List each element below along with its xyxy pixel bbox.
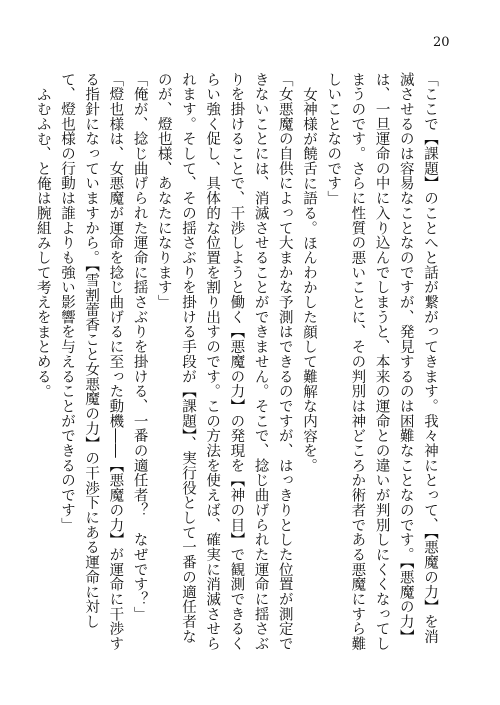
paragraph-narration-1: 女神様が饒舌に語る。ほんわかした顔して難解な内容を。 [300,86,317,473]
page-number: 20 [433,35,450,50]
paragraph-dialogue-2: 「女悪魔の自供によって大まかな予測はできるのですが、はっきりとした位置が測定できないことには、消滅させることができません。そこで、捻じ曲げられた運命に揺さぶりを掛けることで、干渉しようと働く【悪魔の力】の発現を【神の目】で観測できるくらい強く促し、具体的な位置を割り出すのです。この方法を使えば、確実に消滅させられます。そして、その揺さぶりを掛ける手段が【課題】、実行役として一番の適任者なのが、燈也様、あなたになります」 [155,72,293,652]
novel-body-text [34,72,442,657]
paragraph-narration-2: ふむふむ、と俺は腕組みして考えをまとめる。 [34,86,51,399]
paragraph-dialogue-3: 「俺が、捻じ曲げられた運命に揺さぶりを掛ける、一番の適任者？ なぜです？」 [131,72,148,622]
paragraph-dialogue-4: 「燈也様は、女悪魔が運命を捻じ曲げるに至った動機――【悪魔の力】が運命に干渉する指針になっていますから。【雪割蕾香こと女悪魔の力】の干渉下にある運命に対して、燈也様の行動は誰よりも強い影響を与えることができるのです」 [58,72,124,652]
paragraph-dialogue-1: 「ここで【課題】のことへと話が繋がってきます。我々神にとって、【悪魔の力】を消滅させるのは容易なことなのですが、発見するのは困難なことなのです。【悪魔の力】は、一旦運命の中に入り込んでしまうと、本来の運命との違いが判別しにくくなってしまうのです。さらに性質の悪いことに、その判別は神どころか術者である悪魔にすら難しいことなのです」 [325,72,438,652]
